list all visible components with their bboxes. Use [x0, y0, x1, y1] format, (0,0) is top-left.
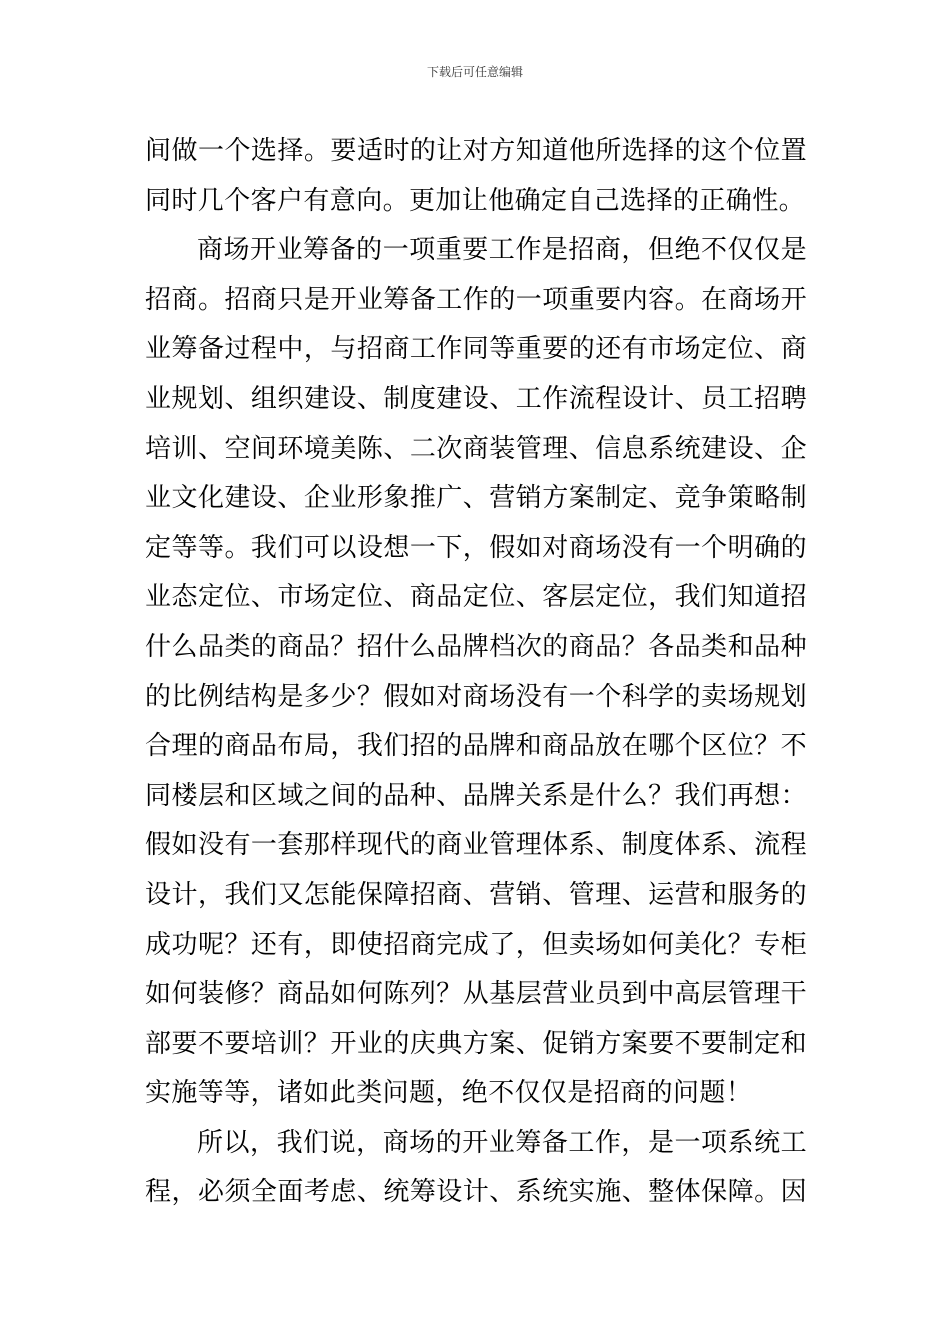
text-line: 程，必须全面考虑、统筹设计、系统实施、整体保障。因 [145, 1177, 807, 1208]
text-line: 培训、空间环境美陈、二次商装管理、信息系统建设、企 [145, 433, 807, 464]
text-line: 业文化建设、企业形象推广、营销方案制定、竞争策略制 [145, 483, 807, 514]
text-line: 业态定位、市场定位、商品定位、客层定位，我们知道招 [145, 582, 807, 613]
text-line: 部要不要培训？开业的庆典方案、促销方案要不要制定和 [145, 1028, 807, 1059]
text-line: 设计，我们又怎能保障招商、营销、管理、运营和服务的 [145, 879, 807, 910]
text-line: 同时几个客户有意向。更加让他确定自己选择的正确性。 [145, 185, 806, 216]
text-line: 如何装修？商品如何陈列？从基层营业员到中高层管理干 [145, 979, 807, 1010]
text-line: 什么品类的商品？招什么品牌档次的商品？各品类和品种 [145, 631, 807, 662]
text-line: 间做一个选择。要适时的让对方知道他所选择的这个位置 [145, 136, 807, 166]
text-line: 定等等。我们可以设想一下，假如对商场没有一个明确的 [145, 532, 807, 563]
text-line: 合理的商品布局，我们招的品牌和商品放在哪个区位？不 [145, 731, 807, 762]
text-line: 业筹备过程中，与招商工作同等重要的还有市场定位、商 [145, 334, 807, 365]
text-line: 实施等等，诸如此类问题，绝不仅仅是招商的问题！ [145, 1078, 753, 1109]
text-line: 同楼层和区域之间的品种、品牌关系是什么？我们再想： [145, 780, 807, 811]
text-line: 所以，我们说，商场的开业筹备工作，是一项系统工 [197, 1127, 807, 1158]
document-body [145, 127, 807, 1218]
text-line: 假如没有一套那样现代的商业管理体系、制度体系、流程 [145, 830, 807, 861]
text-line: 的比例结构是多少？假如对商场没有一个科学的卖场规划 [145, 681, 807, 712]
text-line: 商场开业筹备的一项重要工作是招商，但绝不仅仅是 [197, 235, 807, 266]
text-line: 招商。招商只是开业筹备工作的一项重要内容。在商场开 [145, 284, 807, 315]
text-line: 成功呢？还有，即使招商完成了，但卖场如何美化？专柜 [145, 929, 807, 960]
text-line: 业规划、组织建设、制度建设、工作流程设计、员工招聘 [145, 383, 807, 414]
page-header: 下载后可任意编辑 [426, 65, 523, 79]
